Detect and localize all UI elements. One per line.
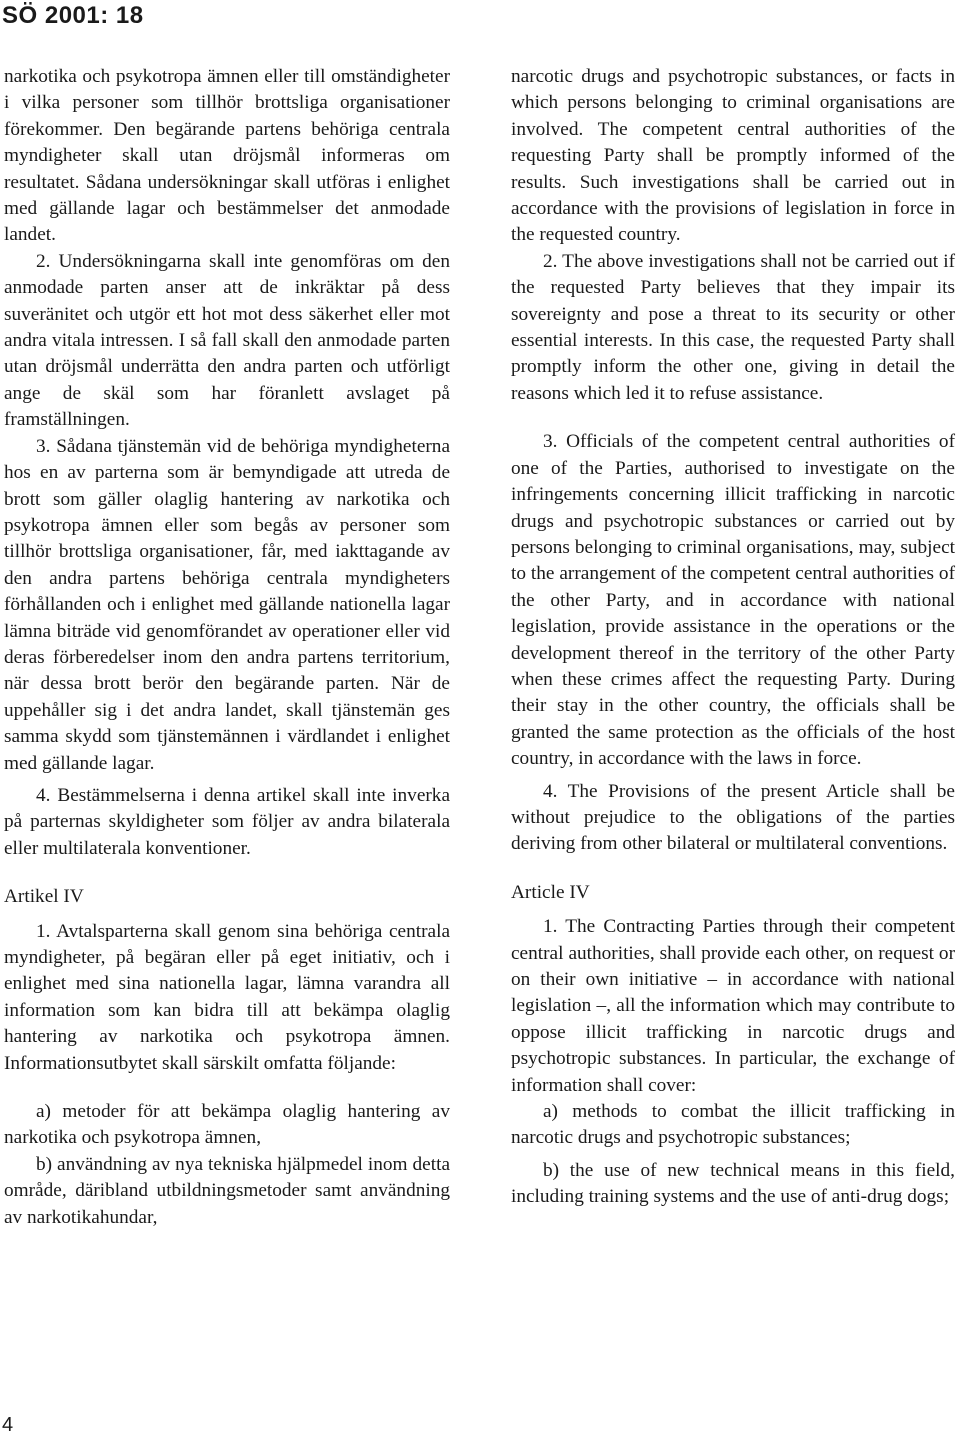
swedish-item-a: a) metoder för att bekämpa olaglig hantering av narkotika och psykotropa ämnen, bbox=[4, 1101, 450, 1149]
swedish-item-b: b) användning av nya tekniska hjälpmedel inom detta område, däribland utbildningsmetoder samt användning av narkotikahundar, bbox=[4, 1153, 450, 1228]
english-item-b: b) the use of new technical means in this field, including training systems and the use of anti-drug dogs; bbox=[511, 1159, 955, 1208]
english-article-iv-paragraph-1: 1. The Contracting Parties through their competent central authorities, shall provide each other, on request or on their own initiative – in accordance with national legislation –, all the information which may contribute to oppose illicit trafficking in narcotic drugs and psychotropic substances. In particular, the exchange of information shall cover: bbox=[511, 916, 955, 1096]
english-paragraph-2: 2. The above investigations shall not be carried out if the requested Party believes that they impair its sovereignty and pose a threat to its security or other essential interests. In this case, the requested Party shall promptly inform the other one, giving in detail the reasons which led it to refuse assistance. bbox=[511, 250, 955, 404]
swedish-article-heading: Artikel IV bbox=[4, 886, 84, 908]
swedish-column bbox=[4, 64, 450, 1231]
swedish-paragraph-3: 3. Sådana tjänstemän vid de behöriga myndigheterna hos en av parterna som är bemyndigade att utreda de brott som gäller olaglig hantering av narkotika och psykotropa ämnen eller som begås av personer som tillhör brottsliga organisationer, får, med iakttagande av den andra partens behöriga centrala myndigheters förhållanden och i enlighet med gällande nationella lagar lämna biträde vid genomförandet av operationer eller vid deras förberedelser inom den andra partens territorium, när dessa brott berör den begärande parten. När de uppehåller sig i det andra landet, skall tjänstemän ges samma skydd som tjänstemännen i värdlandet i enlighet med gällande lagar. bbox=[4, 435, 450, 774]
english-paragraph-1-continued: narcotic drugs and psychotropic substances, or facts in which persons belonging to criminal organisations are involved. The competent central authorities of the requesting Party shall be promptly informed of the results. Such investigations shall be carried out in accordance with the provisions of legislation in force in the requested country. bbox=[511, 66, 955, 246]
swedish-paragraph-1-continued: narkotika och psykotropa ämnen eller till omständigheter i vilka personer som tillhör brottsliga organisationer förekommer. Den begärande partens behöriga centrala myndigheter skall utan dröjsmål informeras om resultatet. Sådana undersökningar skall utföras i enlighet med gällande lagar och bestämmelser det anmodade landet. bbox=[4, 66, 450, 246]
english-column bbox=[511, 64, 955, 1211]
english-paragraph-4: 4. The Provisions of the present Article shall be without prejudice to the obligations of the parties deriving from other bilateral or multilateral conventions. bbox=[511, 780, 955, 855]
english-item-a: a) methods to combat the illicit trafficking in narcotic drugs and psychotropic substances; bbox=[511, 1101, 955, 1149]
page-number: 4 bbox=[2, 1414, 14, 1436]
swedish-paragraph-4: 4. Bestämmelserna i denna artikel skall inte inverka på parternas skyldigheter som följer av andra bilaterala eller multilaterala konventioner. bbox=[4, 784, 450, 859]
english-article-heading: Article IV bbox=[511, 881, 590, 903]
document-reference-header: SÖ 2001: 18 bbox=[2, 2, 144, 29]
english-paragraph-3: 3. Officials of the competent central authorities of one of the Parties, authorised to investigate on the infringements concerning illicit trafficking in narcotic drugs and psychotropic substances or carried out by persons belonging to criminal organisations, may, subject to the arrangement of the competent central authorities of the other Party, and in accordance with national legislation, provide assistance in the operations or the development thereof in the territory of the other Party when these crimes affect the requesting Party. During their stay in the other country, the officials shall be granted the same protection as the officials of the host country, in accordance with the laws in force. bbox=[511, 431, 955, 770]
swedish-article-iv-paragraph-1: 1. Avtalsparterna skall genom sina behöriga centrala myndigheter, på begäran eller på eget initiativ, och i enlighet med sina nationella lagar, lämna varandra all information som kan bidra till att bekämpa olaglig hantering av narkotika och psykotropa ämnen. Informationsutbytet skall särskilt omfatta följande: bbox=[4, 920, 450, 1074]
swedish-paragraph-2: 2. Undersökningarna skall inte genomföras om den anmodade parten anser att de inkräktar på dess suveränitet och utgör ett hot mot dess säkerhet eller mot andra vitala intressen. I så fall skall den anmodade parten utan dröjsmål underrätta den andra parten och utförligt ange de skäl som har föranlett avslaget på framställningen. bbox=[4, 250, 450, 431]
